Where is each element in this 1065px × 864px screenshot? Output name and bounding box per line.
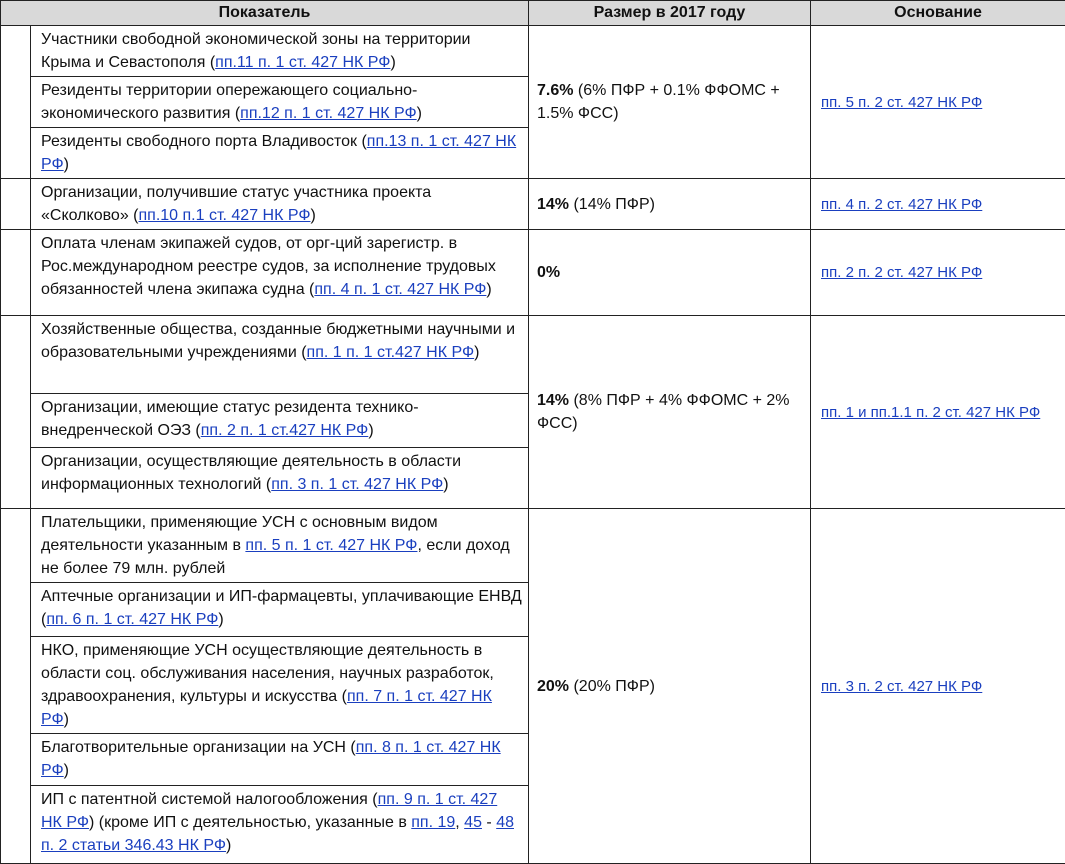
rate-value: 20%: [537, 678, 569, 695]
indicator-text: Оплата членам экипажей судов, от орг-ций зарегистр. в Рос.международном реестре судов, за исполнение трудовых обязанностей члена экипажа судна (: [41, 235, 496, 298]
table-row: [1, 509, 1065, 583]
basis-cell: [811, 509, 1065, 864]
indicator-text: Плательщики, применяющие УСН с основным видом деятельности указанным в: [41, 514, 438, 554]
indicator-text: Организации, получившие статус участника проекта «Сколково» (: [41, 184, 431, 224]
law-link[interactable]: пп.13 п. 1 ст. 427 НК РФ: [41, 133, 516, 173]
indicator-cell: [31, 179, 529, 230]
basis-link[interactable]: пп. 5 п. 2 ст. 427 НК РФ: [821, 94, 982, 111]
indicator-text: Резиденты территории опережающего социально-экономического развития (: [41, 82, 417, 122]
indicator-text: ): [417, 105, 422, 122]
basis-cell: [811, 26, 1065, 179]
law-link[interactable]: пп. 8 п. 1 ст. 427 НК РФ: [41, 739, 501, 779]
law-link[interactable]: пп. 7 п. 1 ст. 427 НК РФ: [41, 688, 492, 728]
table-row: [1, 26, 1065, 77]
indicator-text: Хозяйственные общества, созданные бюджетными научными и образовательными учреждениями (: [41, 321, 515, 361]
indicator-cell: [31, 786, 529, 864]
indicator-text: Аптечные организации и ИП-фармацевты, уплачивающие ЕНВД (: [41, 588, 522, 628]
header-indicator: Показатель: [1, 1, 529, 26]
indicator-text: Участники свободной экономической зоны на территории Крыма и Севастополя (: [41, 31, 471, 71]
indicator-cell: [31, 77, 529, 128]
indicator-cell: [31, 26, 529, 77]
header-rate: Размер в 2017 году: [529, 1, 811, 26]
indicator-text: ): [311, 207, 316, 224]
indicator-cell: [31, 128, 529, 179]
rate-cell: [529, 509, 811, 864]
basis-cell: [811, 316, 1065, 509]
basis-cell: [811, 230, 1065, 316]
basis-link[interactable]: пп. 3 п. 2 ст. 427 НК РФ: [821, 678, 982, 695]
indicator-cell: [31, 734, 529, 786]
indicator-text: , если доход не более 79 млн. рублей: [41, 537, 510, 577]
rate-cell: [529, 26, 811, 179]
indicator-text: Организации, имеющие статус резидента технико-внедренческой ОЭЗ (: [41, 399, 419, 439]
indicator-text: ): [64, 156, 69, 173]
law-link[interactable]: пп. 5 п. 1 ст. 427 НК РФ: [245, 537, 417, 554]
indicator-text: НКО, применяющие УСН осуществляющие деятельность в области соц. обслуживания населения, научных разработок, здравоохранения, культуры и искусства (: [41, 642, 494, 705]
rate-breakdown: (8% ПФР + 4% ФФОМС + 2% ФСС): [537, 392, 790, 432]
rate-value: 14%: [537, 196, 569, 213]
indicator-text: -: [482, 814, 496, 831]
law-link[interactable]: пп.11 п. 1 ст. 427 НК РФ: [215, 54, 390, 71]
indicator-text: ): [226, 837, 231, 854]
rate-value: 7.6%: [537, 82, 573, 99]
indicator-text: ): [443, 476, 448, 493]
indicator-text: Организации, осуществляющие деятельность в области информационных технологий (: [41, 453, 461, 493]
rate-breakdown: (20% ПФР): [569, 678, 655, 695]
rate-cell: [529, 230, 811, 316]
row-gutter: [1, 316, 31, 509]
basis-cell: [811, 179, 1065, 230]
table-row: [1, 230, 1065, 316]
indicator-cell: [31, 583, 529, 637]
basis-link[interactable]: пп. 4 п. 2 ст. 427 НК РФ: [821, 196, 982, 213]
law-link[interactable]: пп.12 п. 1 ст. 427 НК РФ: [240, 105, 416, 122]
indicator-cell: [31, 637, 529, 734]
row-gutter: [1, 230, 31, 316]
rate-value: 0%: [537, 264, 560, 281]
rate-cell: [529, 179, 811, 230]
rate-breakdown: (6% ПФР + 0.1% ФФОМС + 1.5% ФСС): [537, 82, 780, 122]
indicator-text: Благотворительные организации на УСН (: [41, 739, 356, 756]
indicator-cell: [31, 230, 529, 316]
indicator-text: ИП с патентной системой налогообложения (: [41, 791, 378, 808]
indicator-text: ): [64, 711, 69, 728]
indicator-text: ): [390, 54, 395, 71]
rate-value: 14%: [537, 392, 569, 409]
indicator-text: ): [486, 281, 491, 298]
indicator-cell: [31, 448, 529, 509]
indicator-text: ): [64, 762, 69, 779]
indicator-cell: [31, 316, 529, 394]
indicator-text: ,: [455, 814, 464, 831]
indicator-text: Резиденты свободного порта Владивосток (: [41, 133, 367, 150]
law-link[interactable]: пп. 19: [411, 814, 455, 831]
indicator-cell: [31, 509, 529, 583]
law-link[interactable]: пп. 1 п. 1 ст.427 НК РФ: [307, 344, 475, 361]
indicator-text: ) (кроме ИП с деятельностью, указанные в: [89, 814, 411, 831]
basis-link[interactable]: пп. 1 и пп.1.1 п. 2 ст. 427 НК РФ: [821, 404, 1040, 421]
row-gutter: [1, 26, 31, 179]
law-link[interactable]: пп. 4 п. 1 ст. 427 НК РФ: [314, 281, 486, 298]
law-link[interactable]: пп.10 п.1 ст. 427 НК РФ: [138, 207, 310, 224]
law-link[interactable]: пп. 6 п. 1 ст. 427 НК РФ: [46, 611, 218, 628]
table-row: [1, 316, 1065, 394]
basis-link[interactable]: пп. 2 п. 2 ст. 427 НК РФ: [821, 264, 982, 281]
header-basis: Основание: [811, 1, 1065, 26]
rate-breakdown: (14% ПФР): [569, 196, 655, 213]
law-link[interactable]: 48 п. 2 статьи 346.43 НК РФ: [41, 814, 514, 854]
law-link[interactable]: пп. 9 п. 1 ст. 427 НК РФ: [41, 791, 497, 831]
indicator-cell: [31, 394, 529, 448]
header-row: [1, 1, 1065, 26]
indicator-text: ): [474, 344, 479, 361]
rate-cell: [529, 316, 811, 509]
row-gutter: [1, 509, 31, 864]
law-link[interactable]: 45: [464, 814, 482, 831]
table-row: [1, 179, 1065, 230]
indicator-text: ): [218, 611, 223, 628]
law-link[interactable]: пп. 3 п. 1 ст. 427 НК РФ: [271, 476, 443, 493]
indicator-text: ): [368, 422, 373, 439]
law-link[interactable]: пп. 2 п. 1 ст.427 НК РФ: [201, 422, 369, 439]
row-gutter: [1, 179, 31, 230]
